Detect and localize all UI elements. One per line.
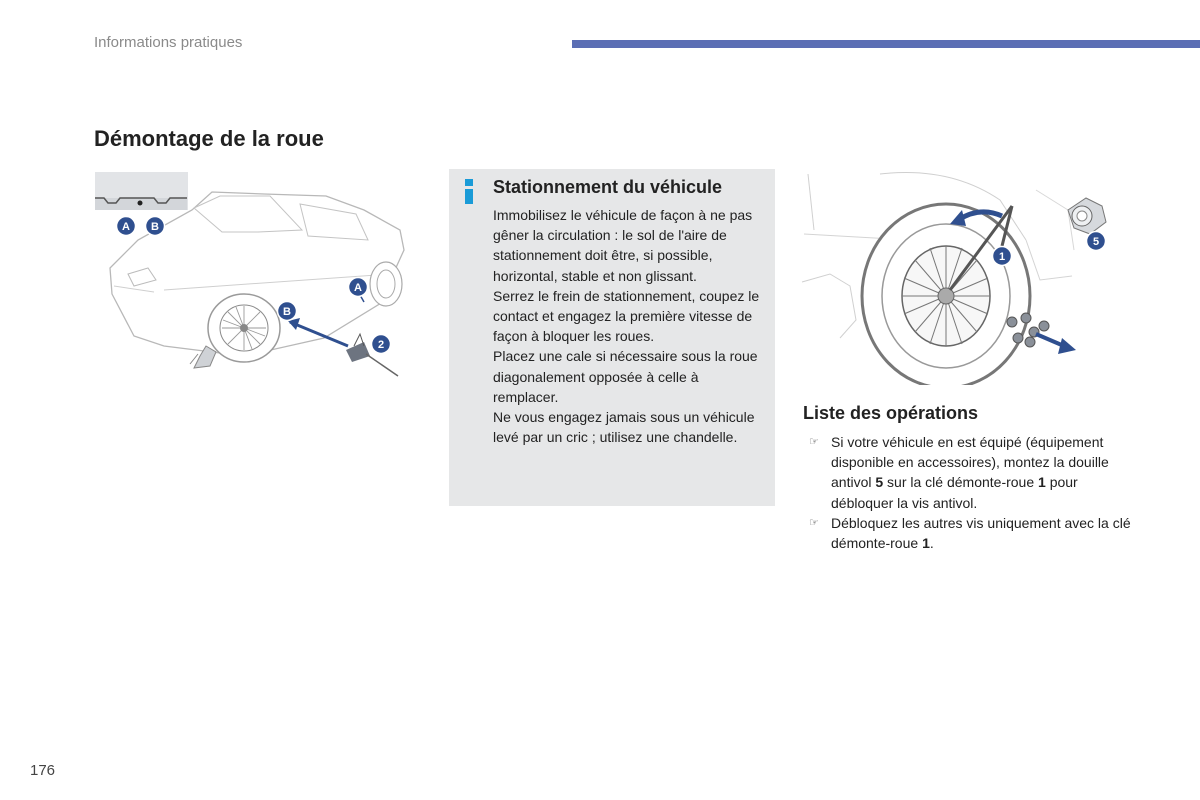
badge-label-1-key: 1 bbox=[998, 251, 1006, 263]
list-item-text: Si votre véhicule en est équipé (équipement disponible en accessoires), montez la douille antivol bbox=[831, 434, 1109, 491]
badge-label-a: A bbox=[122, 221, 130, 233]
operations-list bbox=[803, 432, 1133, 553]
wheel-bolts-illustration bbox=[800, 170, 1130, 385]
info-paragraph: Placez une cale si nécessaire sous la roue diagonalement opposée à celle à remplacer. bbox=[493, 348, 758, 405]
operations-title: Liste des opérations bbox=[803, 403, 979, 423]
list-item-text: sur la clé démonte-roue bbox=[883, 474, 1039, 491]
car-jack-illustration bbox=[94, 170, 410, 382]
section-label: Informations pratiques bbox=[94, 34, 243, 51]
list-item-ref: 5 bbox=[875, 474, 884, 491]
page-number: 176 bbox=[30, 762, 56, 779]
badge-label-b: B bbox=[151, 221, 159, 233]
badge-label-a-jack-point: A bbox=[354, 282, 362, 294]
list-item-text: Débloquez les autres vis uniquement avec la clé démonte-roue bbox=[831, 514, 1131, 552]
list-item bbox=[803, 432, 1133, 513]
list-item bbox=[803, 513, 1133, 553]
header-bar bbox=[572, 40, 1200, 48]
list-item-ref: 1 bbox=[1038, 474, 1046, 491]
parking-info-box bbox=[449, 169, 775, 506]
list-item-ref: 1 bbox=[922, 535, 930, 552]
info-paragraph: Ne vous engagez jamais sous un véhicule levé par un cric ; utilisez une chandelle. bbox=[493, 409, 755, 446]
info-paragraph: Immobilisez le véhicule de façon à ne pas gêner la circulation : le sol de l'aire de stationnement doit être, si possible, horizontal, stable et non glissant. bbox=[493, 207, 753, 284]
list-item-text: . bbox=[929, 535, 934, 552]
list-item-text: pour débloquer la vis antivol. bbox=[831, 474, 1078, 511]
info-paragraph: Serrez le frein de stationnement, coupez le contact et engagez la première vitesse de façon à bloquer les roues. bbox=[493, 287, 760, 345]
page-title: Démontage de la roue bbox=[94, 126, 324, 151]
pointing-hand-icon: ☞ bbox=[809, 516, 819, 529]
info-box-title: Stationnement du véhicule bbox=[493, 177, 723, 197]
badge-label-2-jack: 2 bbox=[377, 339, 385, 351]
info-box-body bbox=[493, 205, 767, 447]
badge-label-5-socket: 5 bbox=[1092, 236, 1100, 248]
badge-label-b-jack-point: B bbox=[283, 306, 291, 318]
info-icon bbox=[464, 179, 474, 203]
pointing-hand-icon: ☞ bbox=[809, 436, 819, 448]
